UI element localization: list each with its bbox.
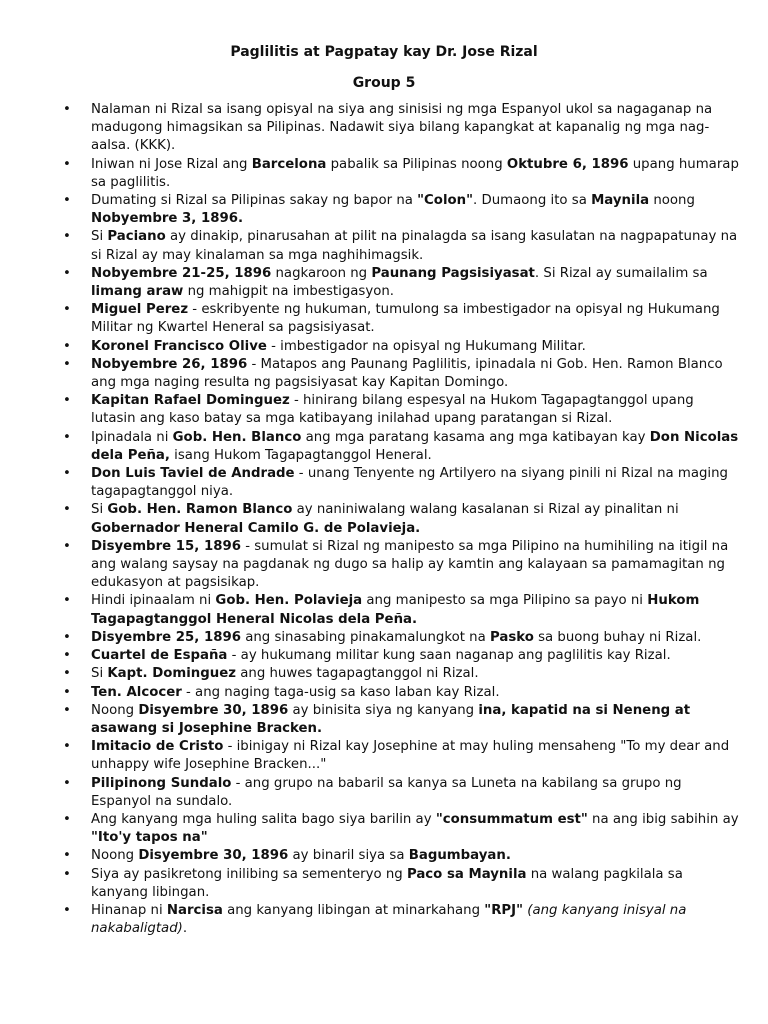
bold-text: Don Luis Taviel de Andrade: [91, 466, 295, 482]
text-run: - unang Tenyente ng Artilyero na siyang pinili ni Rizal na maging tagapagtanggol niya.: [91, 466, 728, 500]
text-run: ay naniniwalang walang kasalanan si Rizal ay pinalitan ni: [292, 502, 679, 518]
text-run: Siya ay pasikretong inilibing sa sementeryo ng: [91, 866, 407, 882]
bold-text: Gob. Hen. Ramon Blanco: [107, 502, 293, 518]
bold-text: Pasko: [489, 629, 534, 645]
text-run: - ay hukumang militar kung saan naganap ang paglilitis kay Rizal.: [227, 648, 671, 664]
text-run: - hinirang bilang espesyal na Hukom Tagapagtanggol upang lutasin ang kaso batay sa mga katibayang inilahad upang paratangan si Rizal.: [91, 393, 694, 427]
text-run: ang huwes tagapagtanggol ni Rizal.: [236, 666, 479, 682]
text-run: upang humarap sa paglilitis.: [91, 156, 739, 190]
bold-text: Imitacio de Cristo: [91, 739, 224, 755]
text-run: pabalik sa Pilipinas noong: [326, 156, 507, 172]
list-item: [60, 684, 740, 702]
bold-text: Nobyembre 3, 1896.: [91, 211, 244, 227]
text-run: Iniwan ni Jose Rizal ang: [91, 156, 252, 172]
list-item: [60, 629, 740, 647]
list-item: [60, 338, 740, 356]
text-run: isang Hukom Tagapagtanggol Heneral.: [169, 447, 432, 463]
list-item: [60, 429, 740, 465]
text-run: nagkaroon ng: [271, 265, 372, 281]
text-run: - ang grupo na babaril sa kanya sa Luneta na kabilang sa grupo ng Espanyol na sundalo.: [91, 775, 682, 809]
text-run: - Matapos ang Paunang Paglilitis, ipinadala ni Gob. Hen. Ramon Blanco ang mga naging resulta ng pagsisiyasat kay Kapitan Domingo.: [91, 356, 723, 391]
bold-text: Bagumbayan.: [408, 848, 511, 864]
text-run: Noong: [91, 848, 139, 864]
text-run: Si: [91, 502, 108, 518]
bold-text: limang araw: [91, 284, 184, 300]
text-run: ang manipesto sa mga Pilipino sa payo ni: [362, 593, 648, 609]
bold-text: Nobyembre 26, 1896: [91, 356, 248, 372]
bold-text: Pilipinong Sundalo: [91, 775, 232, 791]
bold-text: Disyembre 15, 1896: [91, 538, 241, 554]
list-item: [60, 301, 740, 337]
bold-text: Cuartel de España: [91, 648, 228, 664]
bold-text: "RPJ": [484, 902, 524, 918]
bold-text: Ten. Alcocer: [91, 684, 182, 700]
text-run: Hinanap ni: [91, 902, 167, 918]
text-run: - ang naging taga-usig sa kaso laban kay Rizal.: [181, 684, 500, 700]
page-title: Paglilitis at Pagpatay kay Dr. Jose Rizal: [230, 44, 538, 60]
bold-text: Disyembre 30, 1896: [138, 848, 289, 864]
list-item: [60, 501, 740, 537]
text-run: noong: [649, 193, 695, 209]
bold-text: "Ito'y tapos na": [91, 830, 208, 846]
list-item: [60, 811, 740, 847]
text-run: Ipinadala ni: [91, 429, 173, 445]
bold-text: Barcelona: [251, 156, 327, 172]
list-item: [60, 847, 740, 865]
bold-text: Narcisa: [166, 902, 223, 918]
list-item: [60, 192, 740, 228]
bold-text: Paco sa Maynila: [406, 866, 527, 882]
list-item: [60, 866, 740, 902]
italic-text: (ang kanyang inisyal na nakabaligtad): [91, 902, 687, 937]
text-run: Dumating si Rizal sa Pilipinas sakay ng bapor na: [91, 193, 418, 209]
text-run: - imbestigador na opisyal ng Hukumang Militar.: [266, 338, 586, 354]
bold-text: Disyembre 25, 1896: [91, 629, 241, 645]
text-run: Nalaman ni Rizal sa isang opisyal na siya ang sinisisi ng mga Espanyol ukol sa nagaganap na madugong himagsikan sa Pilipinas. Nadawit siya bilang kapangkat at kapanalig ng mga nag-aalsa. (KKK).: [91, 102, 713, 154]
list-item: [60, 702, 740, 738]
bold-text: Paciano: [107, 229, 166, 245]
text-run: ang sinasabing pinakamalungkot na: [240, 629, 490, 645]
text-run: ay binaril siya sa: [288, 848, 409, 864]
list-item: [60, 775, 740, 811]
list-item: [60, 538, 740, 593]
list-item: [60, 902, 740, 938]
bold-text: Kapitan Rafael Dominguez: [91, 393, 290, 409]
bold-text: Gob. Hen. Blanco: [172, 429, 302, 445]
text-run: sa buong buhay ni Rizal.: [533, 629, 702, 645]
bold-text: Koronel Francisco Olive: [91, 338, 267, 354]
bold-text: Paunang Pagsisiyasat: [371, 265, 535, 281]
text-run: na ang ibig sabihin ay: [587, 811, 739, 827]
bold-text: Hukom Tagapagtanggol Heneral Nicolas dela Peña.: [91, 593, 700, 627]
text-run: Noong: [91, 702, 139, 718]
bold-text: Kapt. Dominguez: [107, 666, 237, 682]
bold-text: "consummatum est": [435, 811, 588, 827]
list-item: [60, 265, 740, 301]
text-run: . Dumaong ito sa: [473, 193, 592, 209]
list-item: [60, 592, 740, 628]
list-item: [60, 356, 740, 392]
text-run: . Si Rizal ay sumailalim sa: [534, 265, 708, 281]
list-item: [60, 647, 740, 665]
list-item: [60, 665, 740, 683]
text-run: ay dinakip, pinarusahan at pilit na pinalagda sa isang kasulatan na nagpapatunay na si Rizal ay may kinalaman sa mga naghihimagsik.: [91, 229, 738, 263]
bold-text: "Colon": [417, 193, 474, 209]
text-run: ang kanyang libingan at minarkahang: [222, 902, 485, 918]
list-item: [60, 392, 740, 428]
bold-text: Don Nicolas dela Peña,: [91, 429, 739, 463]
text-run: na walang pagkilala sa kanyang libingan.: [91, 866, 683, 900]
bold-text: ina, kapatid na si Neneng at asawang si Josephine Bracken.: [91, 702, 691, 736]
list-item: [60, 738, 740, 774]
page-subtitle: Group 5: [352, 75, 416, 91]
bold-text: Disyembre 30, 1896: [138, 702, 289, 718]
list-item: [60, 228, 740, 264]
bullet-list: [60, 101, 740, 938]
list-item: [60, 101, 740, 156]
bold-text: Gobernador Heneral Camilo G. de Polavieja.: [91, 520, 421, 536]
text-run: ay binisita siya ng kanyang: [288, 702, 479, 718]
text-run: .: [182, 921, 188, 937]
list-item: [60, 156, 740, 192]
bold-text: Gob. Hen. Polavieja: [215, 593, 363, 609]
text-run: ang mga paratang kasama ang mga katibayan kay: [301, 429, 650, 445]
text-run: Ang kanyang mga huling salita bago siya barilin ay: [91, 811, 436, 827]
text-run: Si: [91, 666, 108, 682]
text-run: - sumulat si Rizal ng manipesto sa mga Pilipino na humihiling na itigil na ang walang saysay na pagdanak ng dugo sa halip ay kamtin ang kalayaan sa pamamagitan ng edukasyon at pagsisikap.: [91, 538, 729, 591]
list-item: [60, 465, 740, 501]
text-run: Si: [91, 229, 108, 245]
text-run: - ibinigay ni Rizal kay Josephine at may huling mensaheng "To my dear and unhappy wife Josephine Bracken...": [91, 739, 730, 773]
text-run: Hindi ipinaalam ni: [91, 593, 216, 609]
bold-text: Maynila: [591, 193, 650, 209]
bold-text: Miguel Perez: [91, 302, 189, 318]
text-run: ng mahigpit na imbestigasyon.: [183, 284, 394, 300]
text-run: - eskribyente ng hukuman, tumulong sa imbestigador na opisyal ng Hukumang Militar ng Kwartel Heneral sa pagsisiyasat.: [91, 302, 720, 336]
bold-text: Nobyembre 21-25, 1896: [91, 265, 272, 281]
bold-text: Oktubre 6, 1896: [506, 156, 629, 172]
